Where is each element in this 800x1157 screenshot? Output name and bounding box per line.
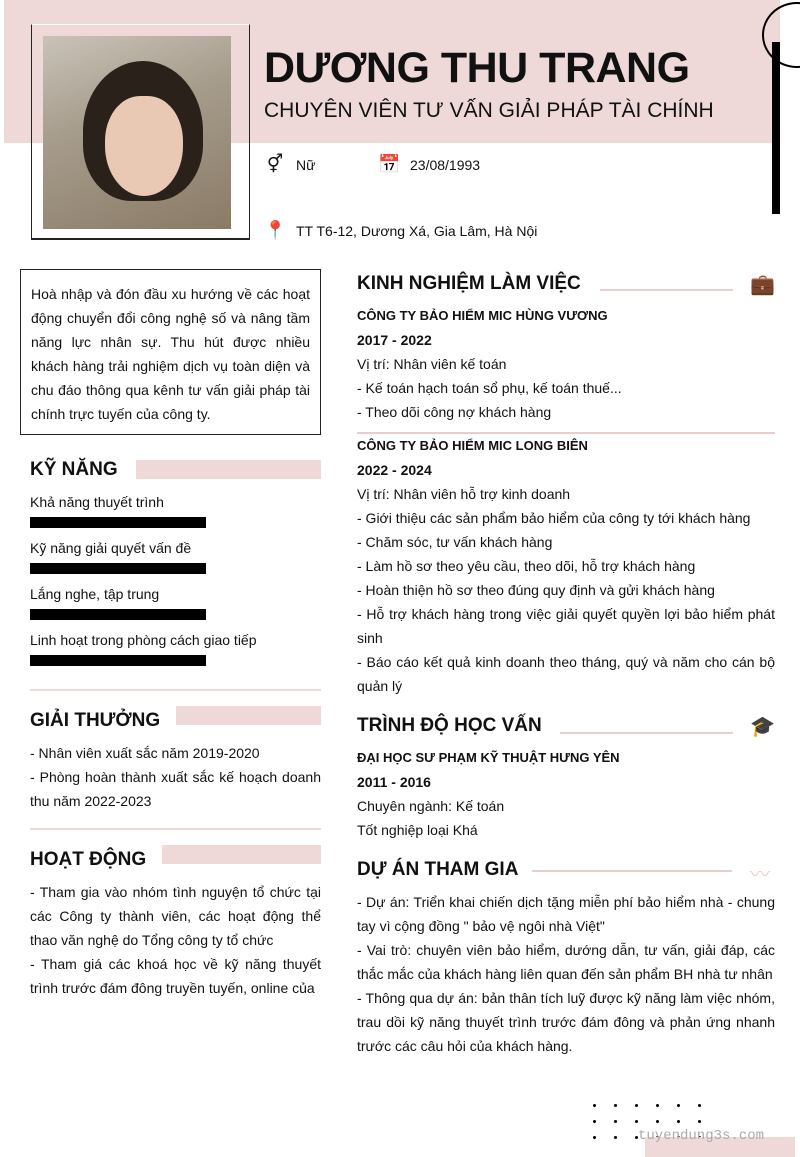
period: 2022 - 2024 [357, 462, 432, 478]
location-pin-icon: 📍 [264, 220, 287, 240]
skill-label: Lắng nghe, tập trung [30, 586, 160, 602]
project-line: - Dự án: Triển khai chiến dịch tặng miễn phí bảo hiểm nhà - chung tay vì cộng đồng " bảo vệ ngôi nhà Việt" [357, 894, 775, 934]
watermark: tuyendung3s.com [638, 1128, 765, 1144]
job-line: - Hỗ trợ khách hàng trong việc giải quyết quyền lợi bảo hiểm phát sinh [357, 606, 775, 646]
job-line: - Chăm sóc, tư vấn khách hàng [357, 534, 553, 550]
school: ĐẠI HỌC SƯ PHẠM KỸ THUẬT HƯNG YÊN [357, 750, 620, 765]
edu-line: Tốt nghiệp loại Khá [357, 822, 478, 838]
skill-bar [30, 609, 206, 620]
awards-heading: GIẢI THƯỞNG [30, 710, 161, 731]
skill-bar [30, 655, 206, 666]
heading-bar [162, 845, 321, 864]
job-2 [357, 434, 775, 698]
activity-item: - Tham gia vào nhóm tình nguyện tổ chức tại các Công ty thành viên, các hoạt động thể thao văn nghệ do Tổng công ty tổ chức [30, 884, 321, 948]
gender-icon: ⚥ [266, 154, 284, 174]
projects-block [357, 890, 775, 1058]
activities-heading: HOẠT ĐỘNG [30, 849, 147, 870]
gender-text: Nữ [296, 156, 316, 173]
gender-info [264, 154, 315, 175]
job-line: - Theo dõi công nợ khách hàng [357, 404, 552, 420]
job-1 [357, 304, 775, 424]
project-line: - Thông qua dự án: bản thân tích luỹ được kỹ năng làm việc nhóm, trau dồi kỹ năng thuyết trình trước đám đông và phản ứng nhanh trước các câu hỏi của khách hàng. [357, 990, 775, 1054]
projects-heading: DỰ ÁN THAM GIA [357, 859, 519, 880]
award-item: - Nhân viên xuất sắc năm 2019-2020 [30, 745, 260, 761]
address-info [264, 220, 537, 241]
calendar-icon: 📅 [378, 154, 401, 174]
divider [30, 828, 321, 830]
job-title: CHUYÊN VIÊN TƯ VẤN GIẢI PHÁP TÀI CHÍNH [264, 99, 714, 122]
job-line: - Kế toán hạch toán sổ phụ, kế toán thuế... [357, 380, 622, 396]
education-heading: TRÌNH ĐỘ HỌC VẤN [357, 715, 542, 736]
divider [30, 689, 321, 691]
dob-text: 23/08/1993 [410, 156, 481, 173]
job-line: - Làm hồ sơ theo yêu cầu, theo dõi, hỗ trợ khách hàng [357, 558, 696, 574]
heading-bar [136, 460, 321, 479]
job-line: - Hoàn thiện hồ sơ theo đúng quy định và gửi khách hàng [357, 582, 715, 598]
skill-bar [30, 517, 206, 528]
award-item: - Phòng hoàn thành xuất sắc kế hoạch doanh thu năm 2022-2023 [30, 769, 321, 809]
skill-label: Khả năng thuyết trình [30, 494, 164, 510]
heading-line [560, 732, 733, 734]
heading-line [600, 289, 733, 291]
company: CÔNG TY BẢO HIỂM MIC LONG BIÊN [357, 438, 588, 453]
full-name: DƯƠNG THU TRANG [264, 44, 690, 92]
skills-heading: KỸ NĂNG [30, 459, 118, 480]
job-line: Vị trí: Nhân viên hỗ trợ kinh doanh [357, 486, 571, 502]
edu-line: Chuyên ngành: Kế toán [357, 798, 505, 814]
heading-bar [176, 706, 321, 725]
activity-item: - Tham giá các khoá học về kỹ năng thuyết trình trước đám đông truyền tuyến, online của [30, 956, 321, 996]
period: 2017 - 2022 [357, 332, 432, 348]
company: CÔNG TY BẢO HIỂM MIC HÙNG VƯƠNG [357, 308, 608, 323]
skill-label: Linh hoạt trong phòng cách giao tiếp [30, 632, 257, 648]
skill-label: Kỹ năng giải quyết vấn đề [30, 540, 192, 556]
briefcase-icon: 💼 [750, 274, 775, 296]
graduation-cap-icon: 🎓 [750, 716, 775, 738]
experience-heading: KINH NGHIỆM LÀM VIỆC [357, 273, 581, 294]
profile-photo [43, 36, 231, 229]
decor-bar [772, 42, 780, 214]
education-block [357, 746, 775, 842]
job-line: - Báo cáo kết quả kinh doanh theo tháng, quý và năm cho cán bộ quản lý [357, 654, 775, 694]
project-line: - Vai trò: chuyên viên bảo hiểm, dướng dẫn, tư vấn, giải đáp, các thắc mắc của khách hàng liên quan đến sản phẩm BH nhà tư nhân [357, 942, 775, 982]
skill-bar [30, 563, 206, 574]
period: 2011 - 2016 [357, 774, 431, 790]
heading-line [532, 870, 732, 872]
job-line: Vị trí: Nhân viên kế toán [357, 356, 507, 372]
dob-info [378, 154, 480, 175]
address-text: TT T6-12, Dương Xá, Gia Lâm, Hà Nội [296, 222, 538, 239]
summary-box: Hoà nhập và đón đầu xu hướng về các hoạt động chuyển đổi công nghệ số và nâng tầm năng lực nhân sự. Thu hút được nhiều khách hàng trải nghiệm dịch vụ toàn diện và chu đáo thông qua kênh tư vấn giải pháp tài chính trực tuyến của công ty. [20, 269, 321, 435]
pulse-icon: 〰 [750, 864, 770, 886]
job-line: - Giới thiệu các sản phẩm bảo hiểm của công ty tới khách hàng [357, 510, 751, 526]
